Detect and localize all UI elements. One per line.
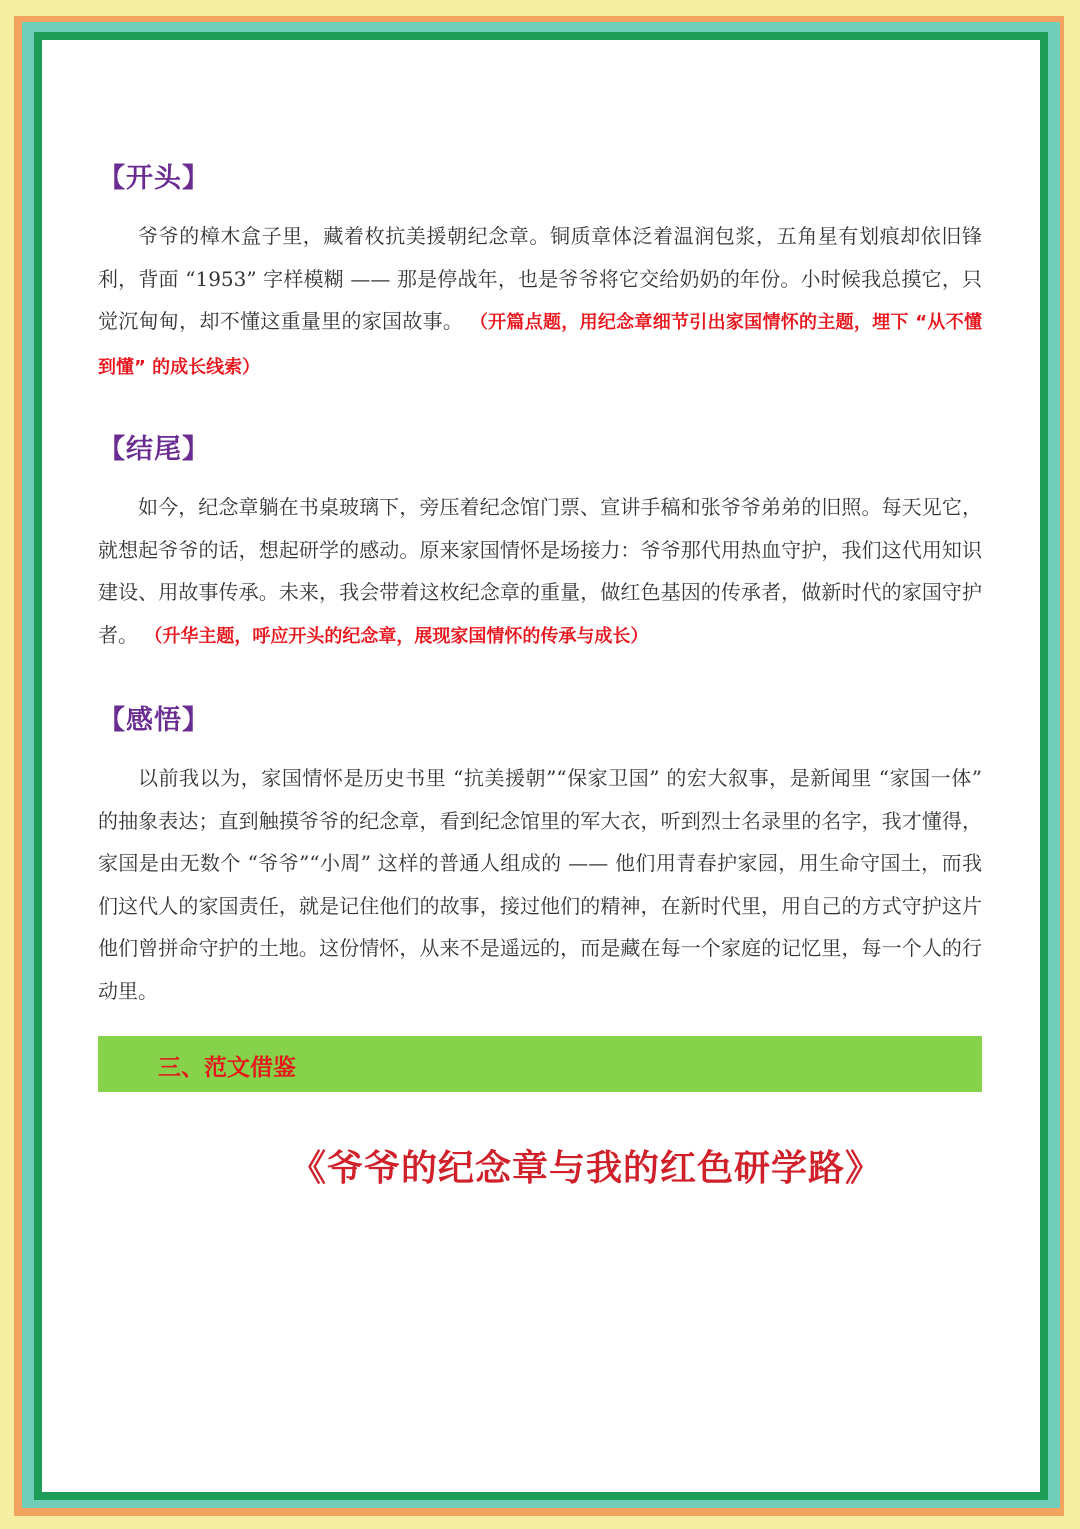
section-heading-reflection: 【感悟】 <box>98 705 210 736</box>
section-paragraph-reflection <box>98 757 982 1012</box>
annotation-note: （开篇点题，用纪念章细节引出家国情怀的主题，埋下 “从不懂到懂” 的成长线索） <box>98 312 982 378</box>
section-bar-label: 三、范文借鉴 <box>158 1055 296 1081</box>
paragraph-text: 以前我以为，家国情怀是历史书里 “抗美援朝”“保家卫国” 的宏大叙事，是新闻里 “家国一体” 的抽象表达；直到触摸爷爷的纪念章，看到纪念馆里的军大衣，听到烈士名录里的名字，我才懂得，家国是由无数个 “爷爷”“小周” 这样的普通人组成的 —— 他们用青春护家园，用生命守国土，而我们这代人的家国责任，就是记住他们的故事，接过他们的精神，在新时代里，用自己的方式守护这片他们曾拼命守护的土地。这份情怀，从来不是遥远的，而是藏在每一个家庭的记忆里，每一个人的行动里。 <box>98 766 982 1003</box>
essay-title: 《爷爷的纪念章与我的红色研学路》 <box>289 1148 882 1189</box>
section-bar <box>98 1036 982 1092</box>
document-page <box>42 40 1040 1492</box>
section-heading-ending: 【结尾】 <box>98 434 210 465</box>
annotation-note: （升华主题，呼应开头的纪念章，展现家国情怀的传承与成长） <box>144 625 649 647</box>
paragraph-text: 如今，纪念章躺在书桌玻璃下，旁压着纪念馆门票、宣讲手稿和张爷爷弟弟的旧照。每天见它，就想起爷爷的话，想起研学的感动。原来家国情怀是场接力：爷爷那代用热血守护，我们这代用知识建设、用故事传承。未来，我会带着这枚纪念章的重量，做红色基因的传承者，做新时代的家国守护者。 <box>98 495 982 647</box>
paragraph-text: 爷爷的樟木盒子里，藏着枚抗美援朝纪念章。铜质章体泛着温润包浆，五角星有划痕却依旧锋利，背面 “1953” 字样模糊 —— 那是停战年，也是爷爷将它交给奶奶的年份。小时候我总摸它，只觉沉甸甸，却不懂这重量里的家国故事。 <box>98 224 982 333</box>
section-paragraph-ending <box>98 486 982 658</box>
section-paragraph-opening <box>98 215 982 389</box>
section-heading-opening: 【开头】 <box>98 163 210 194</box>
